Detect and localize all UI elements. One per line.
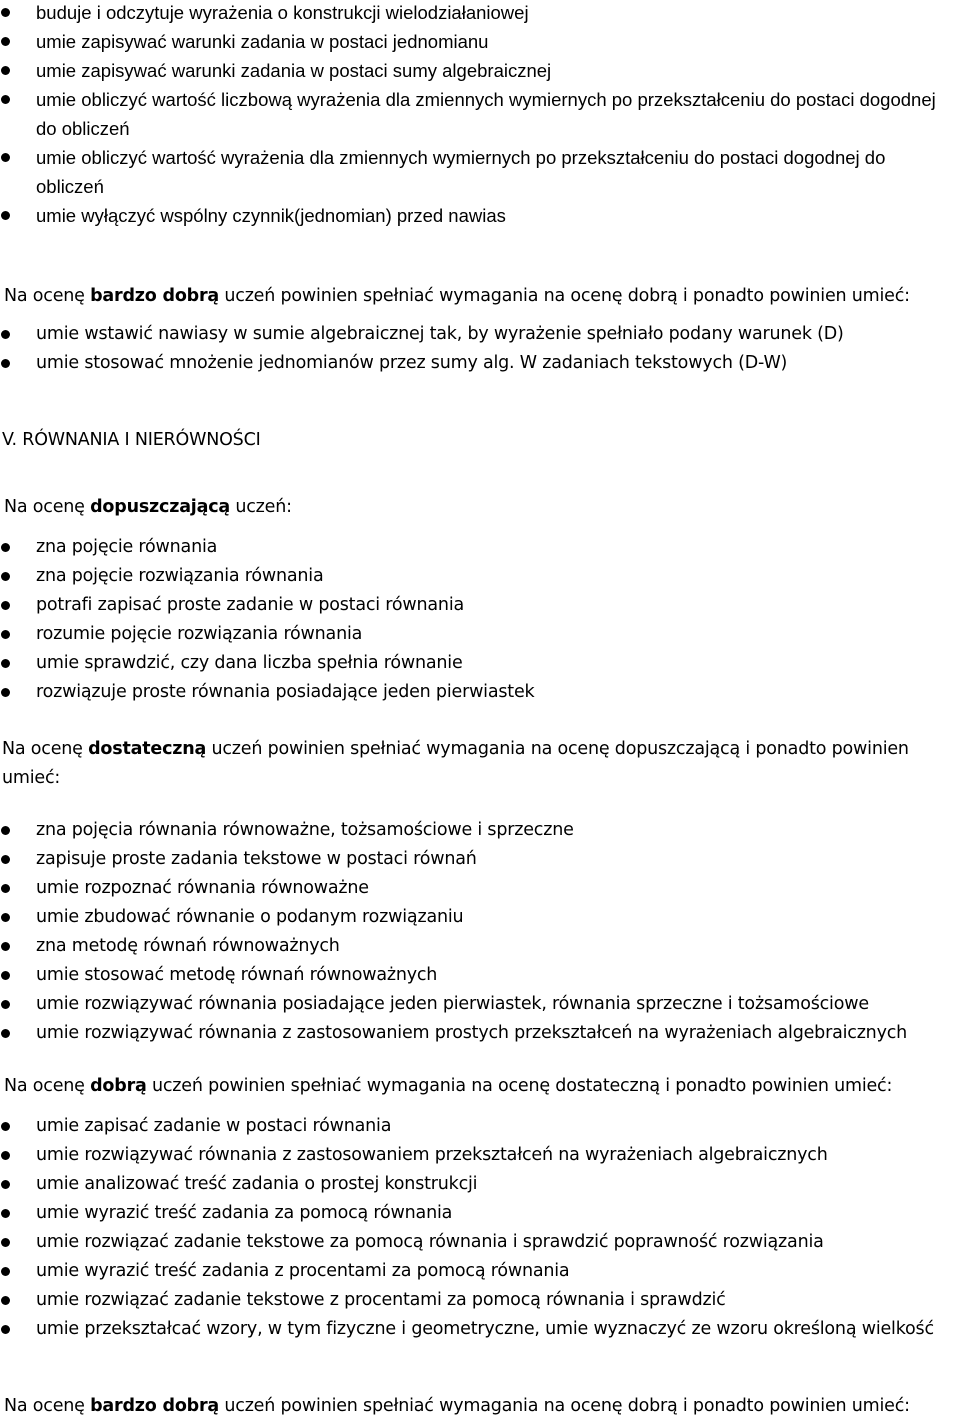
grade-heading-bardzo-dobra-2: Na ocenę bardzo dobrą uczeń powinien spełniać wymagania na ocenę dobrą i ponadto powinien umieć: <box>4 1396 910 1416</box>
list-item: umie zapisywać warunki zadania w postaci sumy algebraicznej <box>0 56 960 85</box>
list-item: zna metodę równań równoważnych <box>0 932 960 961</box>
list-item: umie rozwiązywać równania z zastosowaniem przekształceń na wyrażeniach algebraicznych <box>0 1141 960 1170</box>
list-item: rozwiązuje proste równania posiadające jeden pierwiastek <box>0 678 960 707</box>
list-item: umie przekształcać wzory, w tym fizyczne i geometryczne, umie wyznaczyć ze wzoru określoną wielkość <box>0 1315 960 1344</box>
dobra-list <box>0 1112 960 1344</box>
list-item: umie zbudować równanie o podanym rozwiązaniu <box>0 903 960 932</box>
dostateczna-list <box>0 816 960 1048</box>
list-item: umie rozwiązywać równania posiadające jeden pierwiastek, równania sprzeczne i tożsamościowe <box>0 990 960 1019</box>
list-item: zna pojęcie rozwiązania równania <box>0 562 960 591</box>
algebra-skills-list <box>0 0 960 230</box>
list-item: zna pojęcia równania równoważne, tożsamościowe i sprzeczne <box>0 816 960 845</box>
list-item: umie wyłączyć wspólny czynnik(jednomian) przed nawias <box>0 201 960 230</box>
list-item: zna pojęcie równania <box>0 533 960 562</box>
list-item: umie sprawdzić, czy dana liczba spełnia równanie <box>0 649 960 678</box>
list-item: umie stosować metodę równań równoważnych <box>0 961 960 990</box>
grade-heading-dobra: Na ocenę dobrą uczeń powinien spełniać wymagania na ocenę dostateczną i ponadto powinien umieć: <box>4 1076 893 1096</box>
list-item: potrafi zapisać proste zadanie w postaci równania <box>0 591 960 620</box>
dopuszczajaca-list <box>0 533 960 707</box>
list-item: umie wyrazić treść zadania za pomocą równania <box>0 1199 960 1228</box>
list-item: umie stosować mnożenie jednomianów przez sumy alg. W zadaniach tekstowych (D-W) <box>0 349 960 378</box>
list-item: rozumie pojęcie rozwiązania równania <box>0 620 960 649</box>
list-item: umie wyrazić treść zadania z procentami za pomocą równania <box>0 1257 960 1286</box>
grade-heading-bardzo-dobra: Na ocenę bardzo dobrą uczeń powinien spełniać wymagania na ocenę dobrą i ponadto powinien umieć: <box>4 286 910 306</box>
list-item: umie obliczyć wartość liczbową wyrażenia dla zmiennych wymiernych po przekształceniu do postaci dogodnej do obliczeń <box>0 85 960 143</box>
list-item: umie rozwiązać zadanie tekstowe za pomocą równania i sprawdzić poprawność rozwiązania <box>0 1228 960 1257</box>
list-item: umie zapisywać warunki zadania w postaci jednomianu <box>0 27 960 56</box>
list-item: zapisuje proste zadania tekstowe w postaci równań <box>0 845 960 874</box>
list-item: buduje i odczytuje wyrażenia o konstrukcji wielodziałaniowej <box>0 0 960 27</box>
list-item: umie analizować treść zadania o prostej konstrukcji <box>0 1170 960 1199</box>
list-item: umie obliczyć wartość wyrażenia dla zmiennych wymiernych po przekształceniu do postaci dogodnej do obliczeń <box>0 143 960 201</box>
list-item: umie wstawić nawiasy w sumie algebraicznej tak, by wyrażenie spełniało podany warunek (D) <box>0 320 960 349</box>
grade-heading-dostateczna: Na ocenę dostateczną uczeń powinien spełniać wymagania na ocenę dopuszczającą i ponadto powinien umieć: <box>2 739 909 788</box>
list-item: umie rozwiązać zadanie tekstowe z procentami za pomocą równania i sprawdzić <box>0 1286 960 1315</box>
bardzo-dobra-list-1 <box>0 320 960 378</box>
list-item: umie rozpoznać równania równoważne <box>0 874 960 903</box>
grade-heading-dopuszczajaca: Na ocenę dopuszczającą uczeń: <box>4 497 292 517</box>
list-item: umie rozwiązywać równania z zastosowaniem prostych przekształceń na wyrażeniach algebraicznych <box>0 1019 960 1048</box>
list-item: umie zapisać zadanie w postaci równania <box>0 1112 960 1141</box>
section-heading: V. RÓWNANIA I NIERÓWNOŚCI <box>2 430 261 450</box>
